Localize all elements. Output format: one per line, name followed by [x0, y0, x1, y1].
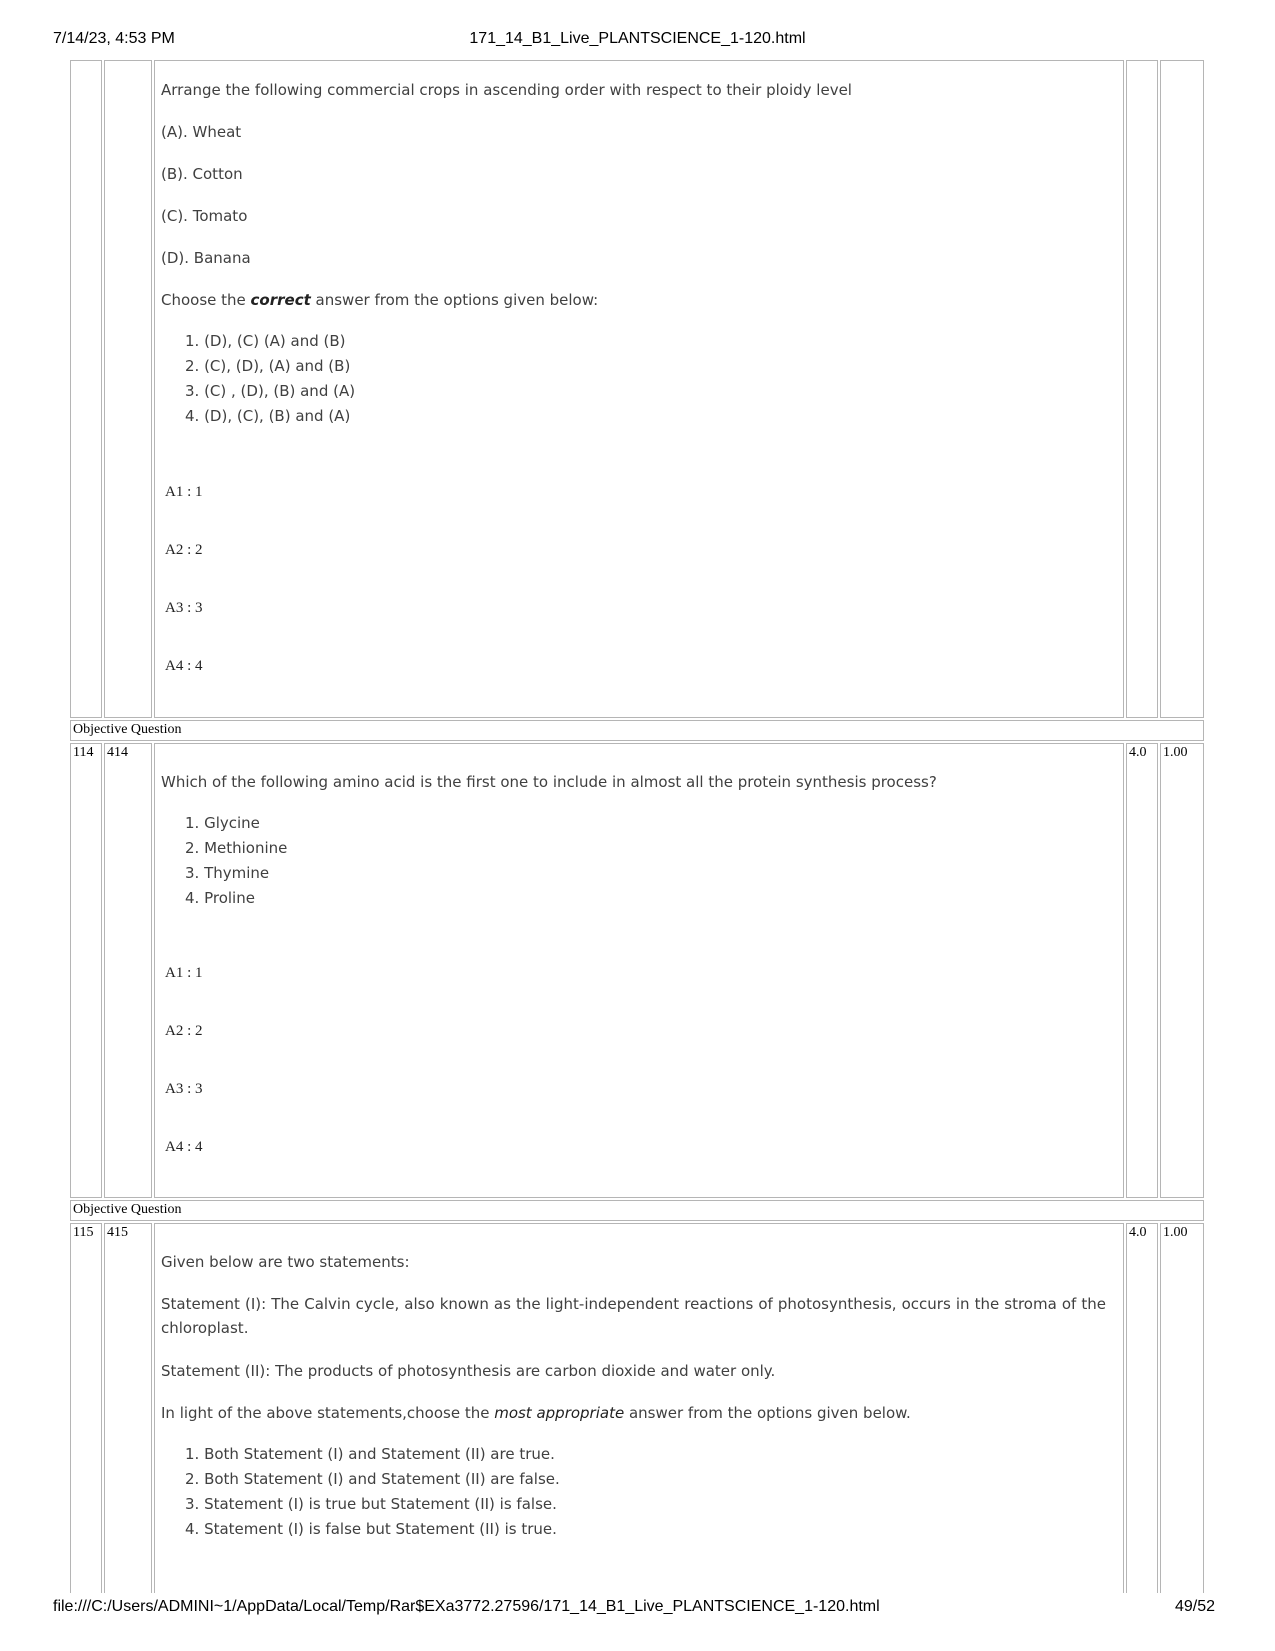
section-label: Objective Question	[73, 1202, 182, 1217]
negative-marks-cell	[1160, 60, 1204, 718]
option: 3. Thymine	[185, 864, 270, 882]
marks-cell	[1126, 743, 1158, 1198]
sno-cell	[70, 60, 102, 718]
negative-marks-cell	[1160, 743, 1204, 1198]
option: 2. Methionine	[185, 839, 288, 857]
list-item: (C). Tomato	[161, 207, 248, 225]
marks: 4.0	[1129, 745, 1147, 760]
negative-marks: 1.00	[1163, 1225, 1188, 1240]
qid-cell	[104, 1223, 152, 1593]
question-stem: Which of the following amino acid is the first one to include in almost all the protein synthesis process?	[161, 773, 937, 791]
answer-choice: A2 : 2	[165, 1023, 203, 1039]
sno-cell	[70, 1223, 102, 1593]
marks-cell	[1126, 1223, 1158, 1593]
option: 4. Statement (I) is false but Statement (II) is true.	[185, 1520, 557, 1538]
page-number: 49/52	[1175, 1598, 1216, 1615]
negative-marks-cell	[1160, 1223, 1204, 1593]
section-header	[70, 720, 1204, 741]
list-item: (A). Wheat	[161, 123, 242, 141]
answer-choice: A4 : 4	[165, 1139, 203, 1155]
choose-instruction: Choose the correct answer from the options given below:	[161, 291, 599, 309]
marks: 4.0	[1129, 1225, 1147, 1240]
option: 1. (D), (C) (A) and (B)	[185, 332, 346, 350]
print-file-path: file:///C:/Users/ADMINI~1/AppData/Local/Temp/Rar$EXa3772.27596/171_14_B1_Live_PLANTSCIENCE_1-120.html	[53, 1598, 880, 1615]
answer-choice: A1 : 1	[165, 965, 203, 981]
answer-choice: A3 : 3	[165, 1081, 203, 1097]
option: 2. (C), (D), (A) and (B)	[185, 357, 351, 375]
option: 1. Both Statement (I) and Statement (II) are true.	[185, 1445, 555, 1463]
list-item: (B). Cotton	[161, 165, 243, 183]
answer-choice: A2 : 2	[165, 542, 203, 558]
statement-1: Statement (I): The Calvin cycle, also known as the light-independent reactions of photosynthesis, occurs in the stroma of the chloroplast.	[161, 1295, 1106, 1337]
section-header	[70, 1200, 1204, 1221]
statement-2: Statement (II): The products of photosynthesis are carbon dioxide and water only.	[161, 1362, 776, 1380]
marks-cell	[1126, 60, 1158, 718]
question-intro: Given below are two statements:	[161, 1253, 410, 1271]
print-file-title: 171_14_B1_Live_PLANTSCIENCE_1-120.html	[469, 30, 806, 47]
options-list	[185, 1442, 560, 1542]
negative-marks: 1.00	[1163, 745, 1188, 760]
list-item: (D). Banana	[161, 249, 251, 267]
serial-number: 114	[73, 745, 94, 760]
print-datetime: 7/14/23, 4:53 PM	[53, 30, 175, 47]
answer-choice: A3 : 3	[165, 600, 203, 616]
qid-cell	[104, 60, 152, 718]
options-list	[185, 811, 287, 911]
option: 3. (C) , (D), (B) and (A)	[185, 382, 356, 400]
options-list	[185, 329, 355, 429]
option: 4. (D), (C), (B) and (A)	[185, 407, 351, 425]
question-stem: Arrange the following commercial crops in ascending order with respect to their ploidy level	[161, 81, 852, 99]
option: 4. Proline	[185, 889, 255, 907]
option: 3. Statement (I) is true but Statement (II) is false.	[185, 1495, 557, 1513]
answer-choice: A1 : 1	[165, 484, 203, 500]
option: 1. Glycine	[185, 814, 260, 832]
qid-cell	[104, 743, 152, 1198]
question-id: 414	[107, 745, 128, 760]
question-cell	[154, 743, 1124, 1198]
sno-cell	[70, 743, 102, 1198]
choose-instruction: In light of the above statements,choose the most appropriate answer from the options given below.	[161, 1404, 911, 1422]
serial-number: 115	[73, 1225, 94, 1240]
section-label: Objective Question	[73, 722, 182, 737]
option: 2. Both Statement (I) and Statement (II) are false.	[185, 1470, 560, 1488]
question-id: 415	[107, 1225, 128, 1240]
answer-choice: A4 : 4	[165, 658, 203, 674]
